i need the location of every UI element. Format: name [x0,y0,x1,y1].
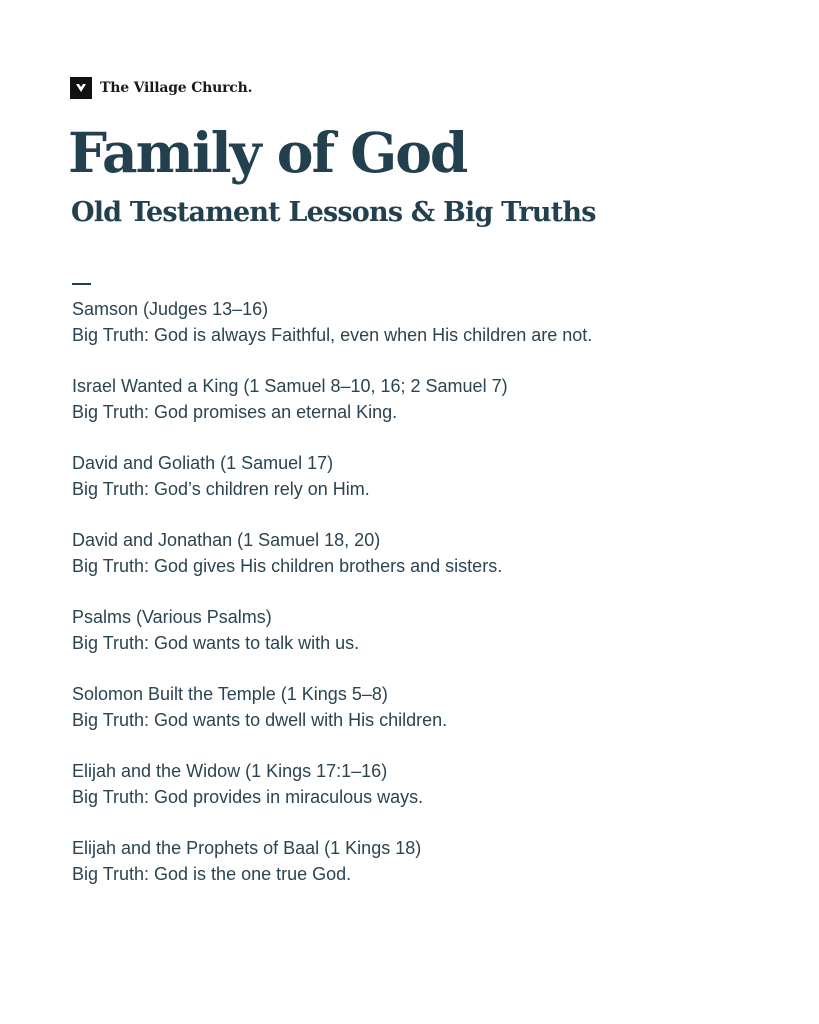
lesson-big-truth: Big Truth: God wants to dwell with His children. [72,710,448,730]
lesson-big-truth: Big Truth: God’s children rely on Him. [72,479,370,499]
lesson-list [72,296,592,912]
lesson-big-truth: Big Truth: God wants to talk with us. [72,633,360,653]
lesson-big-truth: Big Truth: God provides in miraculous ways. [72,787,424,807]
lesson-item [72,681,592,758]
lesson-big-truth: Big Truth: God is always Faithful, even when His children are not. [72,325,593,345]
lesson-heading: Elijah and the Widow (1 Kings 17:1–16) [72,761,388,781]
page-title: Family of God [68,120,467,185]
lesson-item [72,758,592,835]
lesson-heading: David and Goliath (1 Samuel 17) [72,453,334,473]
lesson-heading: Elijah and the Prophets of Baal (1 Kings 18) [72,838,422,858]
page-subtitle: Old Testament Lessons & Big Truths [71,197,596,228]
lesson-heading: Samson (Judges 13–16) [72,299,269,319]
lesson-item [72,527,592,604]
lesson-item [72,296,592,373]
lesson-big-truth: Big Truth: God is the one true God. [72,864,352,884]
lesson-big-truth: Big Truth: God promises an eternal King. [72,402,398,422]
section-divider [72,283,91,285]
lesson-item [72,450,592,527]
lesson-item [72,373,592,450]
village-church-heart-icon [70,77,92,99]
lesson-big-truth: Big Truth: God gives His children brothers and sisters. [72,556,503,576]
lesson-heading: David and Jonathan (1 Samuel 18, 20) [72,530,381,550]
lesson-item [72,835,592,912]
lesson-item [72,604,592,681]
brand-header [70,77,252,99]
lesson-heading: Solomon Built the Temple (1 Kings 5–8) [72,684,388,704]
brand-name: The Village Church. [100,80,253,96]
lesson-heading: Israel Wanted a King (1 Samuel 8–10, 16; 2 Samuel 7) [72,376,508,396]
lesson-heading: Psalms (Various Psalms) [72,607,272,627]
